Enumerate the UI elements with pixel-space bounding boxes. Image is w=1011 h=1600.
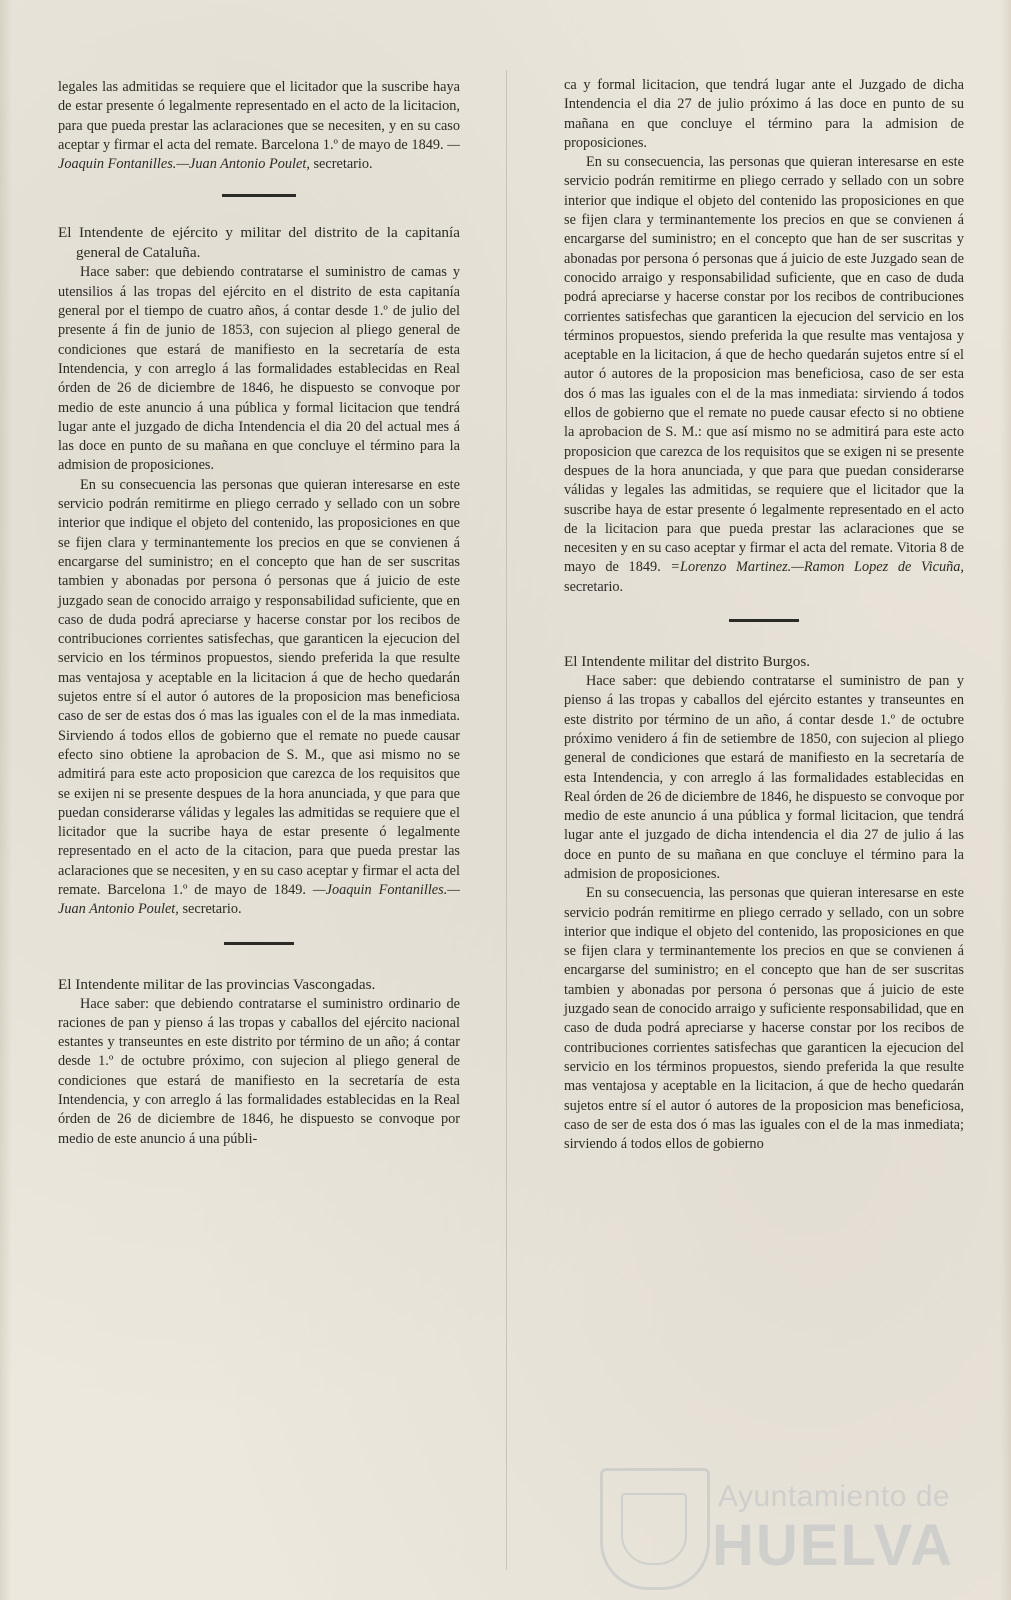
watermark-line-2: HUELVA: [712, 1513, 954, 1578]
section-separator: [222, 194, 296, 197]
section-separator: [729, 619, 799, 622]
continuation-role: secretario.: [313, 156, 373, 173]
burgos-heading: El Intendente militar del distrito Burgos.: [564, 653, 811, 671]
catalonia-heading: El Intendente de ejército y militar del distrito de la capitanía general de Cataluña.: [58, 224, 460, 262]
vascongadas-body: Hace saber: que debiendo contratarse el suministro ordinario de raciones de pan y pienso á las tropas y caballos del ejército nacional estantes y transeuntes en este distrito por término de un año; á contar desde 1.º de octubre próximo, con sujecion al pliego general de condiciones que estará de manifiesto en la secretaría de esta Intendencia, y con arreglo á las formalidades establecidas en la Real órden de 26 de diciembre de 1846, he dispuesto se convoque por medio de este anuncio á una públi-: [58, 995, 460, 1147]
catalonia-body-2: [58, 476, 460, 920]
left-column: [58, 78, 460, 1149]
vascongadas-role: secretario.: [564, 578, 624, 595]
catalonia-role: secretario.: [182, 901, 242, 918]
catalonia-body-1: Hace saber: que debiendo contratarse el suministro de camas y utensilios á las tropas del ejército en el distrito de esta capitanía general por el tiempo de cuatro años, á contar desde 1.º de julio del presente á fin de junio de 1853, con sujecion al pliego general de condiciones que estará de manifiesto en la secretaría de esta Intendencia, y con arreglo á las formalidades establecidas en Real órden de 26 de diciembre de 1846, he dispuesto se convoque por medio de este anuncio á una pública y formal licitacion que tendrá lugar ante el juzgado de dicha Intendencia el dia 20 del actual mes á las doce en punto de su mañana en que concluye el término para la admision de proposiciones.: [58, 264, 460, 474]
right-column: [564, 76, 964, 1154]
vascongadas-continuation: [564, 76, 964, 597]
column-divider: [506, 70, 507, 1570]
catalonia-signature: —Joaquin Fontanilles.—Juan Antonio Poulet,: [58, 881, 461, 918]
shield-icon: [600, 1468, 710, 1590]
burgos-notice: [564, 652, 964, 1154]
vascongadas-continuation-1: ca y formal licitacion, que tendrá lugar ante el Juzgado de dicha Intendencia el dia 27 de julio próximo á las doce en punto de su mañana en que concluye el término para la admision de proposiciones.: [564, 77, 964, 151]
vascongadas-continuation-2: [564, 153, 964, 597]
continuation-body: legales las admitidas se requiere que el licitador que la suscribe haya de estar presente ó legalmente representado en el acto de la licitacion, para que pueda prestar las aclaraciones que se necesiten, y en su caso aceptar y firmar el acta del remate. Barcelona 1.º de mayo de 1849.: [58, 79, 460, 153]
continuation-text: [58, 78, 460, 174]
catalonia-body-2-text: En su consecuencia las personas que quieran interesarse en este servicio podrán remitirme en pliego cerrado y sellado con un sobre interior que indique el objeto del contenido, las proposiciones en que se fijen clara y terminantemente los precios en que se convienen á encargarse del suministro; en el concepto que han de ser suscritas tambien y abonadas por persona ó personas que á juicio de este juzgado sean de conocido arraigo y responsabilidad suficiente, que en caso de duda podrá apreciarse y hacerse constar por los recibos de contribuciones corrientes satisfechas, que garanticen la ejecucion del servicio en los términos propuestos, siendo preferida la que resulte mas ventajosa y aceptable en la licitacion á que de hecho quedarán sujetos entre sí el autor ó autores de la proposicion mas beneficiosa caso de ser de estas dos ó mas las iguales con el de la mas inmediata. Sirviendo á todos ellos de gobierno que el remate no puede causar efecto sino obtiene la aprobacion de S. M., que asi mismo no se admitirá para este acto proposicion que carezca de los requisitos que se exijen ni se presente despues de la hora anunciada, y que para que puedan considerarse válidas y legales las admitidas se requiere que el licitador que la sucribe haya de estar presente ó legalmente representado en el acto de la citacion, para que pueda prestar las aclaraciones que se necesiten, y en su caso aceptar y firmar el acta del remate. Barcelona 1.º de mayo de 1849.: [58, 476, 460, 898]
catalonia-notice: [58, 223, 460, 919]
burgos-body-1: Hace saber: que debiendo contratarse el suministro de pan y pienso á las tropas y caballos del ejército estantes y transeuntes en este distrito por término de un año, á contar desde 1.º de octubre próximo venidero á fin de setiembre de 1850, con sujecion al pliego general de condiciones que estará de manifiesto en la secretaría de esta Intendencia, y con arreglo á las formalidades establecidas en Real órden de 26 de diciembre de 1846, he dispuesto se convoque por medio de este anuncio á una pública y formal licitacion, que tendrá lugar ante el juzgado de dicha intendencia el dia 27 de julio á las doce en punto de su mañana en que concluye el término para la admision de proposiciones.: [564, 673, 964, 882]
continuation-signature: —Joaquin Fontanilles.—Juan Antonio Poulet,: [58, 136, 460, 173]
vascongadas-signature: =Lorenzo Martinez.—Ramon Lopez de Vicuña,: [670, 559, 965, 576]
vascongadas-heading: El Intendente militar de las provincias Vascongadas.: [58, 975, 376, 993]
section-separator: [224, 942, 294, 945]
continuation-notice: [58, 78, 460, 174]
vascongadas-continuation-2-text: En su consecuencia, las personas que quieran interesarse en este servicio podrán remitirme en pliego cerrado y sellado con un sobre interior que indique el objeto del contenido las proposiciones en que se fijen clara y terminantemente los precios en que se convienen á encargarse del suministro; en el concepto que han de ser suscritas y abonadas por persona ó personas que á juicio de este Juzgado sean de conocido arraigo y responsabilidad suficiente, que en caso de duda podrá apreciarse y hacerse constar por los recibos de contribuciones corrientes satisfechas que garanticen la ejecucion del servicio en los términos propuestos, siendo preferida la que resulte mas ventajosa y aceptable en la licitacion, á que de hecho quedarán sujetos entre sí el autor ó autores de la proposicion mas beneficiosa, caso de ser esta dos ó mas las iguales con el de la mas inmediata: sirviendo á todos ellos de gobierno que el remate no puede causar efecto si no obtiene la aprobacion de S. M.: que así mismo no se admitirá para este acto proposicion que carezca de los requisitos que se exigen ni se presente despues de la hora anunciada, y que para que puedan considerarse válidas y legales las admitidas, se requiere que el licitador que la suscribe haya de estar presente ó legalmente representado en el acto de la licitacion para que pueda prestar las aclaraciones que se necesiten y en su caso aceptar y firmar el acta del remate. Vitoria 8 de mayo de 1849.: [564, 154, 964, 576]
burgos-body-2: En su consecuencia, las personas que quieran interesarse en este servicio podrán remitirme en pliego cerrado y sellado, con un sobre interior que indique el objeto del contenido, las proposiciones en que se fijen clara y terminantemente los precios en que se convienen á encargarse del suministro; en el concepto que han de ser suscritas tambien y abonadas por persona ó personas que á juicio de este juzgado sean de conocido arraigo y suficiente responsabilidad, que en caso de duda podrá apreciarse y hacerse constar por los recibos de contribuciones corrientes satisfechas que garanticen la ejecucion del servicio en los términos propuestos, siendo preferida la que resulte mas ventajosa y aceptable en la licitacion, á que de hecho quedarán sujetos entre sí el autor ó autores de la proposicion mas beneficiosa, caso de ser de esta dos ó mas las iguales con el de la mas inmediata; sirviendo á todos ellos de gobierno: [564, 885, 964, 1153]
watermark-line-1: Ayuntamiento de: [718, 1480, 951, 1513]
archive-watermark: [600, 1468, 1000, 1588]
vascongadas-notice: [58, 975, 460, 1149]
